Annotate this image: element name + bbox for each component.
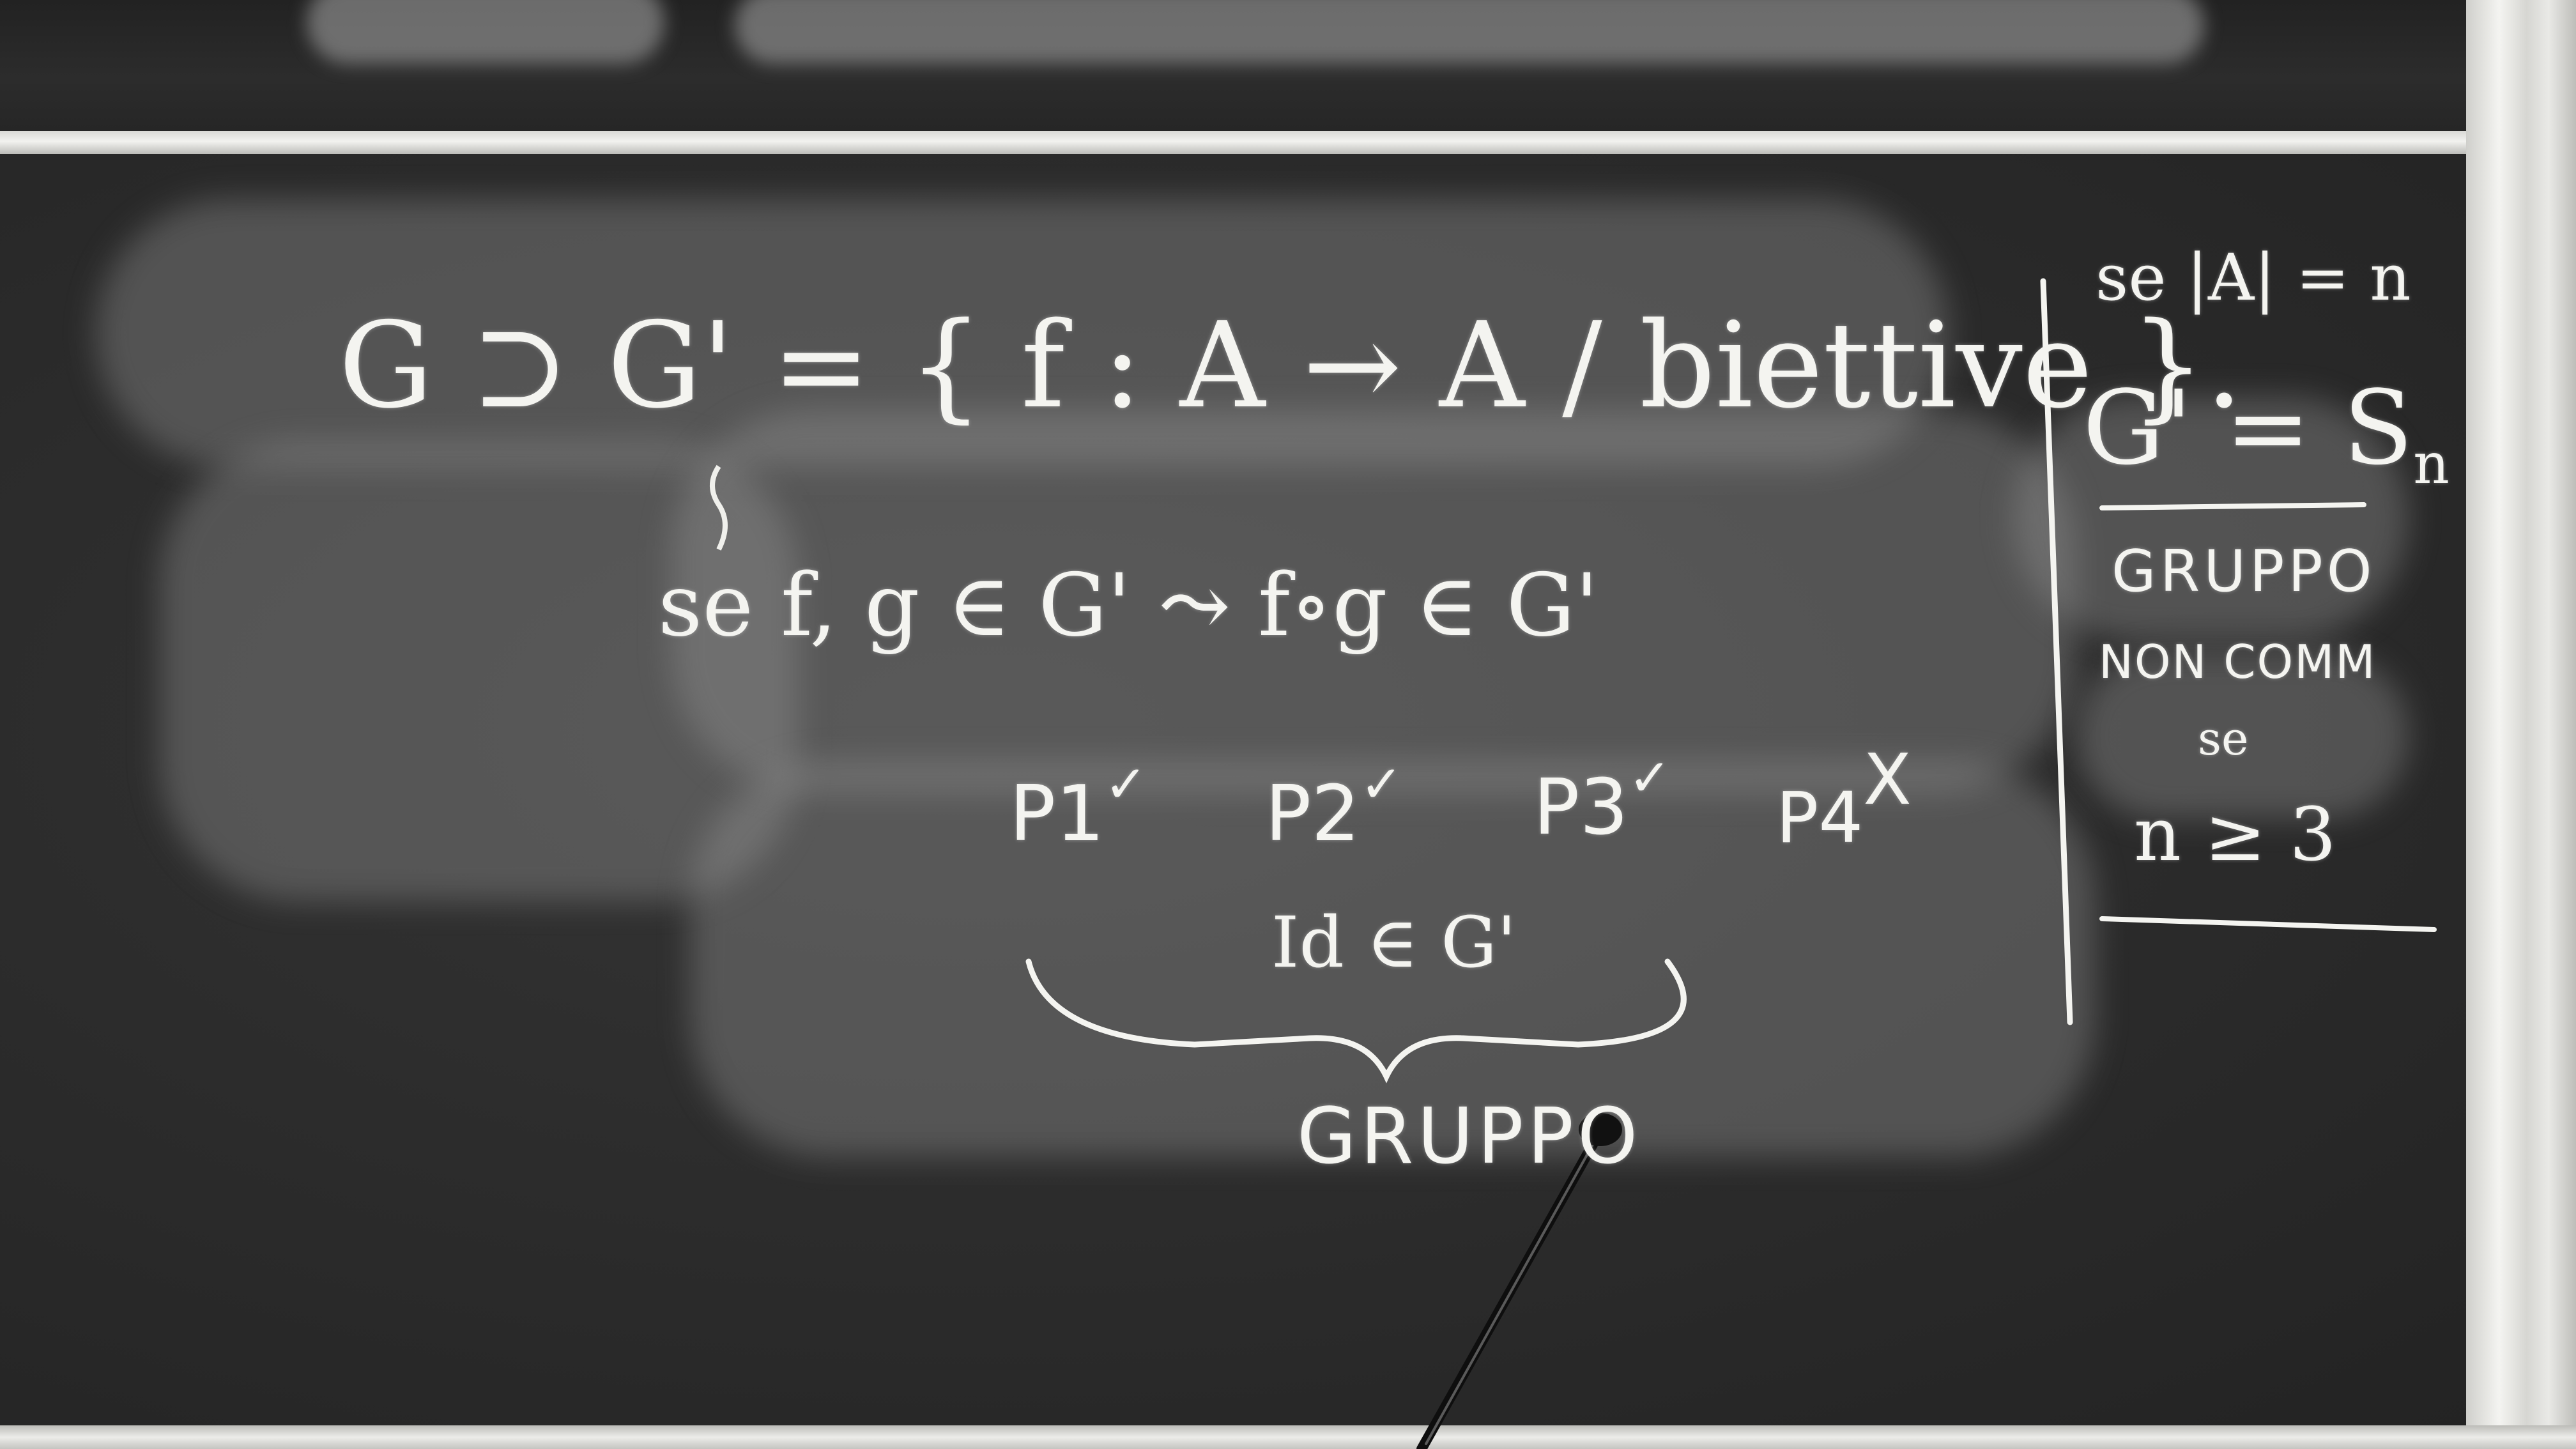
- property-label: P4: [1776, 777, 1864, 859]
- symmetric-group-text: G' = S: [2083, 368, 2414, 487]
- sidebox-result-condition: n ≥ 3: [2134, 792, 2336, 878]
- property-label: P2: [1265, 770, 1360, 859]
- sidebox-result-gruppo: GRUPPO: [2112, 538, 2376, 605]
- sidebox-condition: se |A| = n: [2096, 240, 2411, 315]
- cross-icon: X: [1863, 739, 1912, 820]
- symmetric-group-index: n: [2413, 430, 2450, 496]
- conclusion-gruppo: GRUPPO: [1297, 1092, 1642, 1181]
- property-label: P1: [1009, 770, 1105, 859]
- sidebox-bottom-rule: [2102, 919, 2434, 930]
- main-formula: G ⊃ G' = { f : A → A / biettive }.: [339, 296, 2243, 434]
- property-p2: [1265, 755, 1403, 859]
- sidebox-result-se: se: [2198, 712, 2249, 765]
- identity-element: Id ∈ G': [1271, 901, 1517, 983]
- property-p1: [1009, 755, 1147, 859]
- closure-line: se f, g ∈ G' ⤳ f∘g ∈ G': [658, 555, 1599, 656]
- property-p3: [1533, 748, 1671, 852]
- check-icon: ✓: [1360, 755, 1403, 814]
- check-icon: ✓: [1628, 748, 1671, 808]
- underline-symmetric-group: [2102, 505, 2364, 508]
- sidebox-symmetric-group: [2083, 368, 2450, 496]
- property-p4: [1776, 739, 1912, 859]
- property-label: P3: [1533, 763, 1629, 852]
- sidebox-result-non-comm: NON COMM: [2099, 635, 2377, 689]
- check-icon: ✓: [1104, 755, 1147, 814]
- curly-link-stroke: [712, 466, 725, 549]
